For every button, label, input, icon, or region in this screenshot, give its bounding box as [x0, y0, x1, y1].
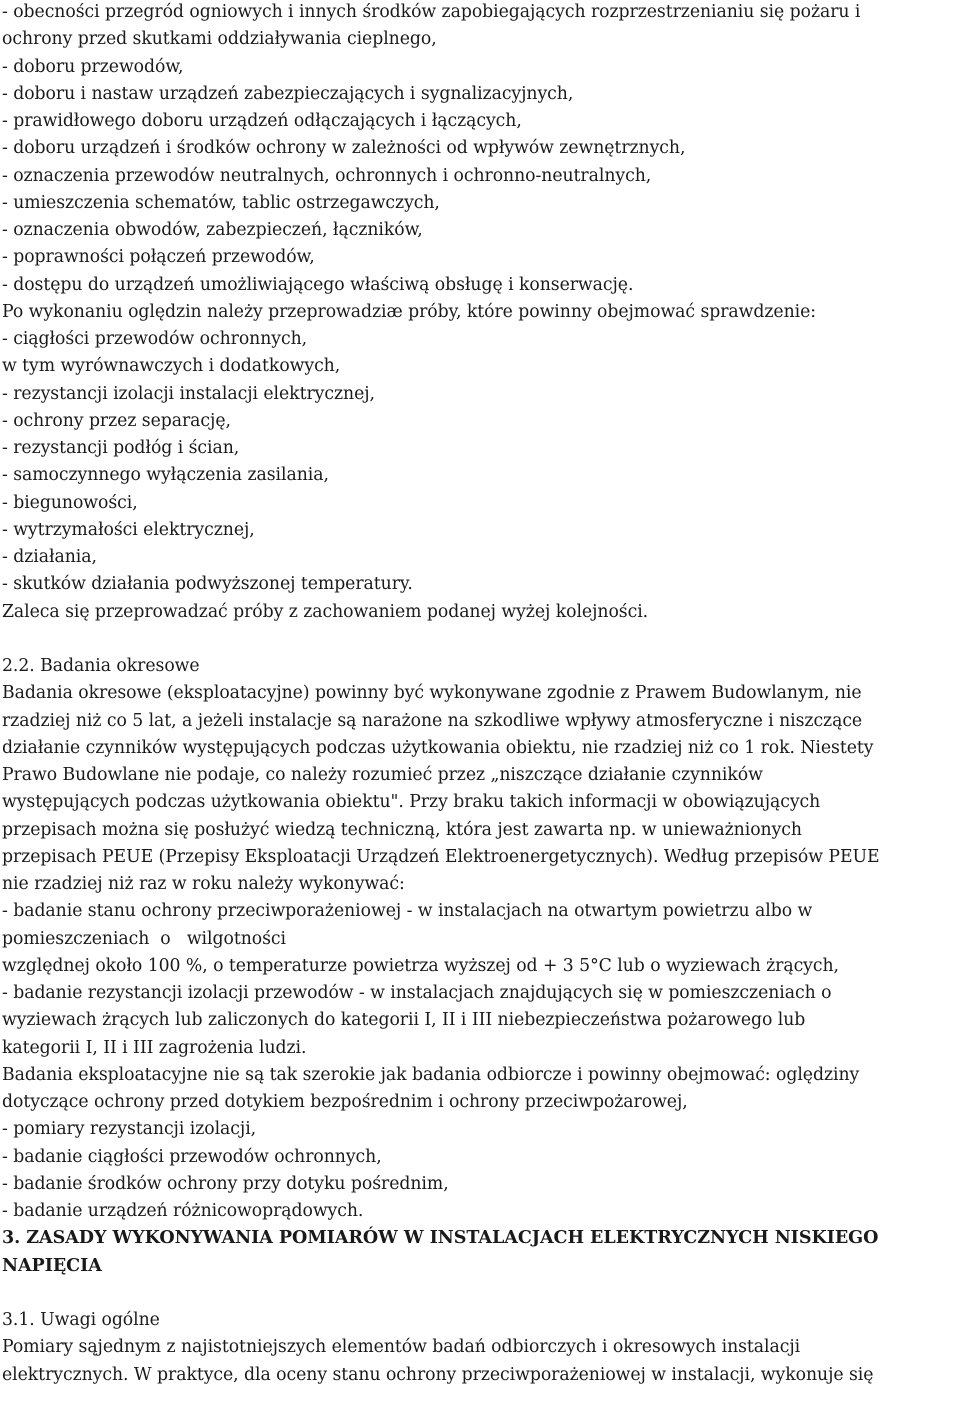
section-title: 3.1. Uwagi ogólne: [2, 1310, 160, 1330]
text-line: działanie czynników występujących podczas użytkowania obiektu, nie rzadziej niż co 1 rok. Niestety: [2, 737, 874, 758]
text-line: Prawo Budowlane nie podaje, co należy rozumieć przez „niszczące działanie czynników: [2, 765, 763, 785]
text-line: - pomiary rezystancji izolacji,: [2, 1119, 257, 1140]
text-line: - skutków działania podwyższonej temperatury.: [2, 574, 413, 595]
heading-line: 3. ZASADY WYKONYWANIA POMIARÓW W INSTALACJACH ELEKTRYCZNYCH NISKIEGO: [2, 1228, 879, 1249]
general-remarks-section: [2, 1307, 960, 1389]
chapter-heading: [2, 1225, 960, 1280]
text-line: Badania eksploatacyjne nie są tak szerokie jak badania odbiorcze i powinny obejmować: oględziny: [2, 1064, 860, 1085]
text-line: Badania okresowe (eksploatacyjne) powinny być wykonywane zgodnie z Prawem Budowlanym, nie: [2, 683, 862, 704]
text-line: ochrony przed skutkami oddziaływania cieplnego,: [2, 29, 437, 50]
text-line: elektrycznych. W praktyce, dla oceny stanu ochrony przeciwporażeniowej w instalacji, wykonuje się: [2, 1364, 874, 1385]
text-line: - biegunowości,: [2, 492, 138, 513]
inspection-checklist: [2, 0, 960, 626]
text-line: - doboru urządzeń i środków ochrony w zależności od wpływów zewnętrznych,: [2, 138, 686, 159]
spacer: [2, 1280, 960, 1307]
text-line: przepisach można się posłużyć wiedzą techniczną, która jest zawarta np. w unieważnionych: [2, 819, 802, 840]
text-line: przepisach PEUE (Przepisy Eksploatacji Urządzeń Elektroenergetycznych). Według przepisów PEUE: [2, 846, 880, 867]
text-line: w tym wyrównawczych i dodatkowych,: [2, 356, 341, 377]
text-line: - badanie urządzeń różnicowoprądowych.: [2, 1201, 364, 1221]
text-line: - dostępu do urządzeń umożliwiającego właściwą obsługę i konserwację.: [2, 274, 634, 295]
text-line: względnej około 100 %, o temperaturze powietrza wyższej od + 3 5°C lub o wyziewach żrących,: [2, 955, 839, 976]
text-line: - działania,: [2, 547, 97, 567]
text-line: - badanie rezystancji izolacji przewodów - w instalacjach znajdujących się w pomieszczeniach o: [2, 983, 832, 1003]
text-line: nie rzadziej niż raz w roku należy wykonywać:: [2, 874, 405, 894]
heading-line: NAPIĘCIA: [2, 1255, 102, 1276]
section-title: 2.2. Badania okresowe: [2, 656, 200, 676]
periodic-inspections-section: [2, 653, 960, 1225]
text-line: Pomiary sąjednym z najistotniejszych elementów badań odbiorczych i okresowych instalacji: [2, 1337, 801, 1358]
text-line: - poprawności połączeń przewodów,: [2, 247, 315, 268]
text-line: rzadziej niż co 5 lat, a jeżeli instalacje są narażone na szkodliwe wpływy atmosferyczne i niszczące: [2, 710, 863, 731]
text-line: pomieszczeniach o wilgotności: [2, 928, 286, 949]
text-line: kategorii I, II i III zagrożenia ludzi.: [2, 1037, 307, 1058]
text-line: dotyczące ochrony przed dotykiem bezpośrednim i ochrony przeciwpożarowej,: [2, 1092, 688, 1112]
text-line: - obecności przegród ogniowych i innych środków zapobiegających rozprzestrzenianiu się pożaru i: [2, 2, 861, 22]
text-line: - doboru przewodów,: [2, 56, 184, 77]
text-line: - umieszczenia schematów, tablic ostrzegawczych,: [2, 192, 440, 213]
text-line: - badanie stanu ochrony przeciwporażeniowej - w instalacjach na otwartym powietrzu albo w: [2, 901, 813, 922]
text-line: - samoczynnego wyłączenia zasilania,: [2, 465, 329, 486]
text-line: - rezystancji izolacji instalacji elektrycznej,: [2, 383, 375, 404]
text-line: - oznaczenia obwodów, zabezpieczeń, łączników,: [2, 220, 423, 240]
text-line: - prawidłowego doboru urządzeń odłączających i łączących,: [2, 111, 522, 131]
text-line: - badanie środków ochrony przy dotyku pośrednim,: [2, 1173, 449, 1194]
text-line: - doboru i nastaw urządzeń zabezpieczających i sygnalizacyjnych,: [2, 83, 574, 104]
text-line: - rezystancji podłóg i ścian,: [2, 438, 240, 458]
spacer: [2, 626, 960, 653]
text-line: - oznaczenia przewodów neutralnych, ochronnych i ochronno-neutralnych,: [2, 165, 652, 186]
text-line: - badanie ciągłości przewodów ochronnych,: [2, 1146, 382, 1167]
text-line: wyziewach żrących lub zaliczonych do kategorii I, II i III niebezpieczeństwa pożarowego lub: [2, 1010, 806, 1031]
text-line: Po wykonaniu oględzin należy przeprowadziæ próby, które powinny obejmować sprawdzenie:: [2, 301, 817, 322]
text-line: - ciągłości przewodów ochronnych,: [2, 329, 308, 349]
text-line: występujących podczas użytkowania obiektu". Przy braku takich informacji w obowiązujących: [2, 792, 821, 813]
text-line: Zaleca się przeprowadzać próby z zachowaniem podanej wyżej kolejności.: [2, 601, 649, 622]
text-line: - wytrzymałości elektrycznej,: [2, 519, 255, 540]
text-line: - ochrony przez separację,: [2, 410, 231, 431]
